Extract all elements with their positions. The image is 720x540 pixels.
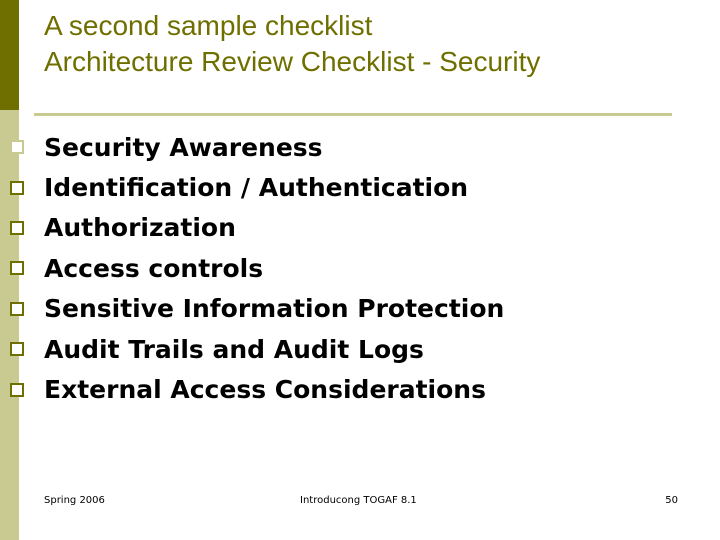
hollow-square-bullet-icon (10, 221, 24, 235)
bullet-item (10, 167, 700, 207)
bullet-text: Identification / Authentication (44, 173, 469, 203)
left-accent-bar-dark (0, 0, 19, 110)
bullet-item (10, 369, 700, 409)
bullet-item (10, 127, 700, 167)
bullet-item (10, 329, 700, 369)
slide-title (44, 8, 704, 80)
hollow-square-bullet-icon (10, 181, 24, 195)
footer-course-title: Introducong TOGAF 8.1 (300, 495, 417, 506)
bullet-text: Access controls (44, 253, 264, 283)
bullet-item (10, 289, 700, 329)
hollow-square-bullet-icon (10, 140, 24, 154)
hollow-square-bullet-icon (10, 261, 24, 275)
slide-title-line-2: Architecture Review Checklist - Security (44, 46, 541, 77)
slide-title-line-1: A second sample checklist (44, 10, 373, 41)
bullet-text: Security Awareness (44, 132, 323, 162)
footer-date: Spring 2006 (44, 495, 105, 506)
bullet-text: External Access Considerations (44, 375, 486, 405)
footer-page-number: 50 (665, 495, 678, 506)
title-divider (34, 113, 672, 116)
bullet-item (10, 248, 700, 288)
bullet-text: Sensitive Information Protection (44, 294, 505, 324)
hollow-square-bullet-icon (10, 342, 24, 356)
bullet-text: Authorization (44, 213, 236, 243)
bullet-item (10, 208, 700, 248)
bullet-text: Audit Trails and Audit Logs (44, 334, 424, 364)
bullet-list (10, 127, 700, 410)
hollow-square-bullet-icon (10, 302, 24, 316)
hollow-square-bullet-icon (10, 383, 24, 397)
